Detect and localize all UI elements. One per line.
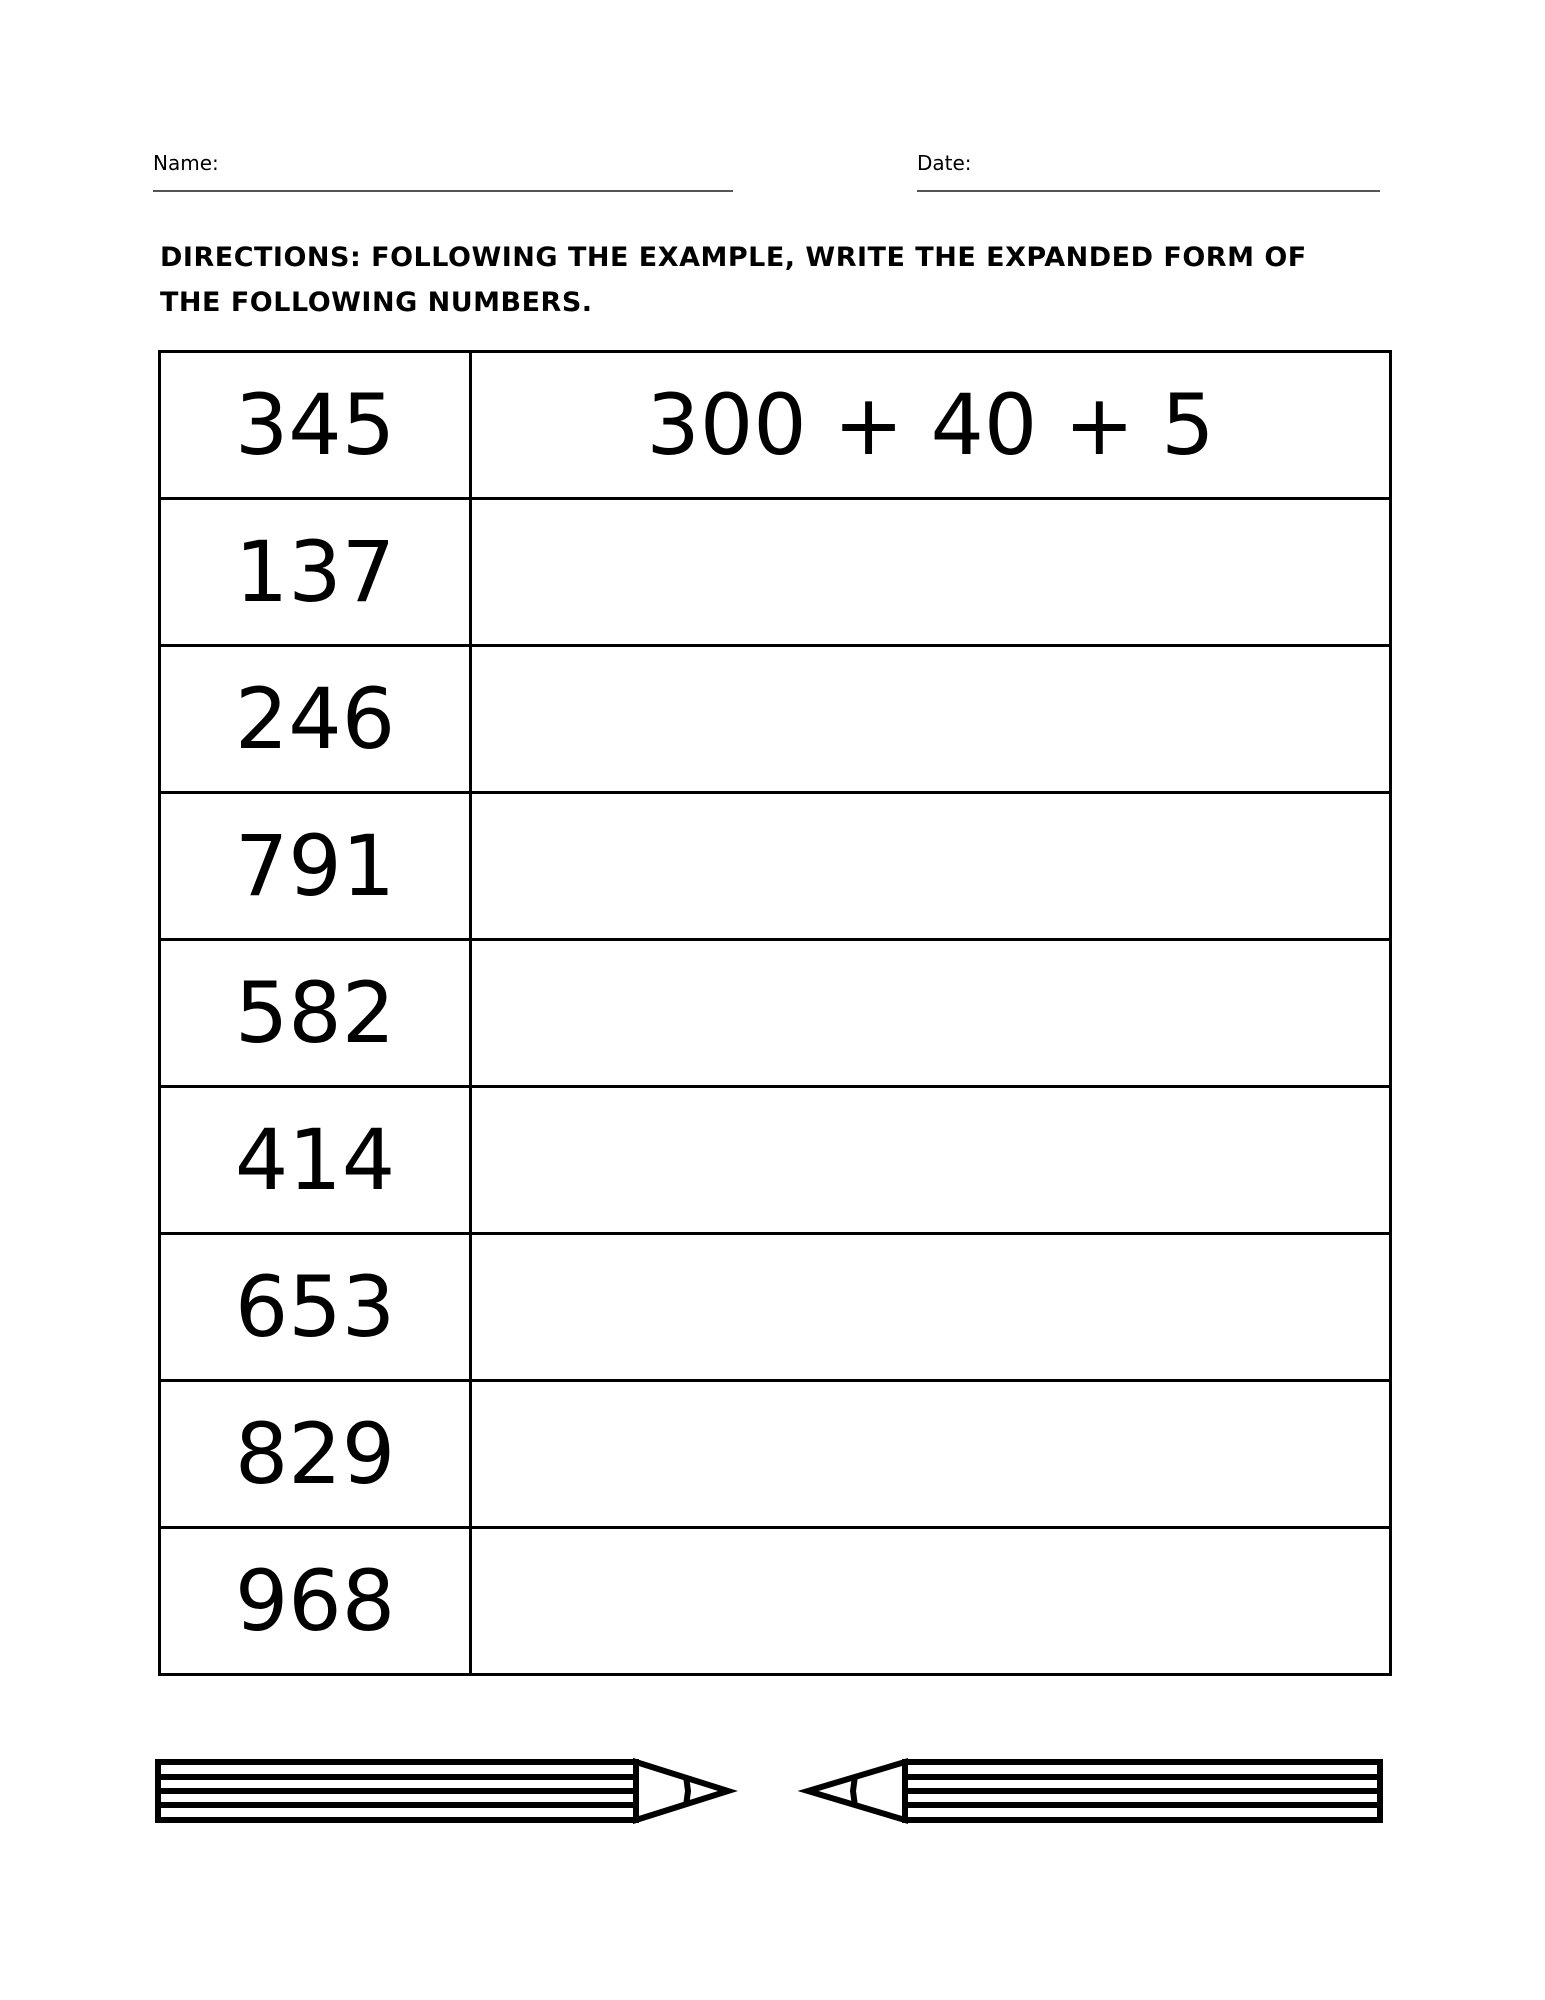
number-cell: 653 xyxy=(160,1234,471,1381)
number-cell: 345 xyxy=(160,352,471,499)
table-row xyxy=(160,1234,1391,1381)
table-row xyxy=(160,499,1391,646)
table-row xyxy=(160,352,1391,499)
answer-cell[interactable] xyxy=(471,499,1391,646)
expanded-form-table xyxy=(158,350,1392,1676)
answer-cell[interactable] xyxy=(471,1087,1391,1234)
answer-cell[interactable] xyxy=(471,940,1391,1087)
answer-cell[interactable] xyxy=(471,1528,1391,1675)
table-row xyxy=(160,1528,1391,1675)
number-cell: 246 xyxy=(160,646,471,793)
table-row xyxy=(160,1381,1391,1528)
number-cell: 137 xyxy=(160,499,471,646)
answer-cell[interactable] xyxy=(471,793,1391,940)
pencil-icon xyxy=(808,1762,1380,1820)
answer-cell[interactable] xyxy=(471,646,1391,793)
answer-cell: 300 + 40 + 5 xyxy=(471,352,1391,499)
date-line[interactable] xyxy=(917,190,1380,192)
name-line[interactable] xyxy=(153,190,733,192)
pencil-icon xyxy=(158,1762,728,1820)
number-cell: 582 xyxy=(160,940,471,1087)
name-label: Name: xyxy=(153,151,219,175)
table-row xyxy=(160,646,1391,793)
date-label: Date: xyxy=(917,151,972,175)
answer-cell[interactable] xyxy=(471,1234,1391,1381)
number-cell: 968 xyxy=(160,1528,471,1675)
answer-cell[interactable] xyxy=(471,1381,1391,1528)
pencil-decoration xyxy=(0,1740,1545,1840)
number-cell: 829 xyxy=(160,1381,471,1528)
number-cell: 791 xyxy=(160,793,471,940)
table-row xyxy=(160,940,1391,1087)
directions-text: DIRECTIONS: FOLLOWING THE EXAMPLE, WRITE THE EXPANDED FORM OF THE FOLLOWING NUMBERS. xyxy=(160,242,1307,318)
table-row xyxy=(160,1087,1391,1234)
table-row xyxy=(160,793,1391,940)
number-cell: 414 xyxy=(160,1087,471,1234)
